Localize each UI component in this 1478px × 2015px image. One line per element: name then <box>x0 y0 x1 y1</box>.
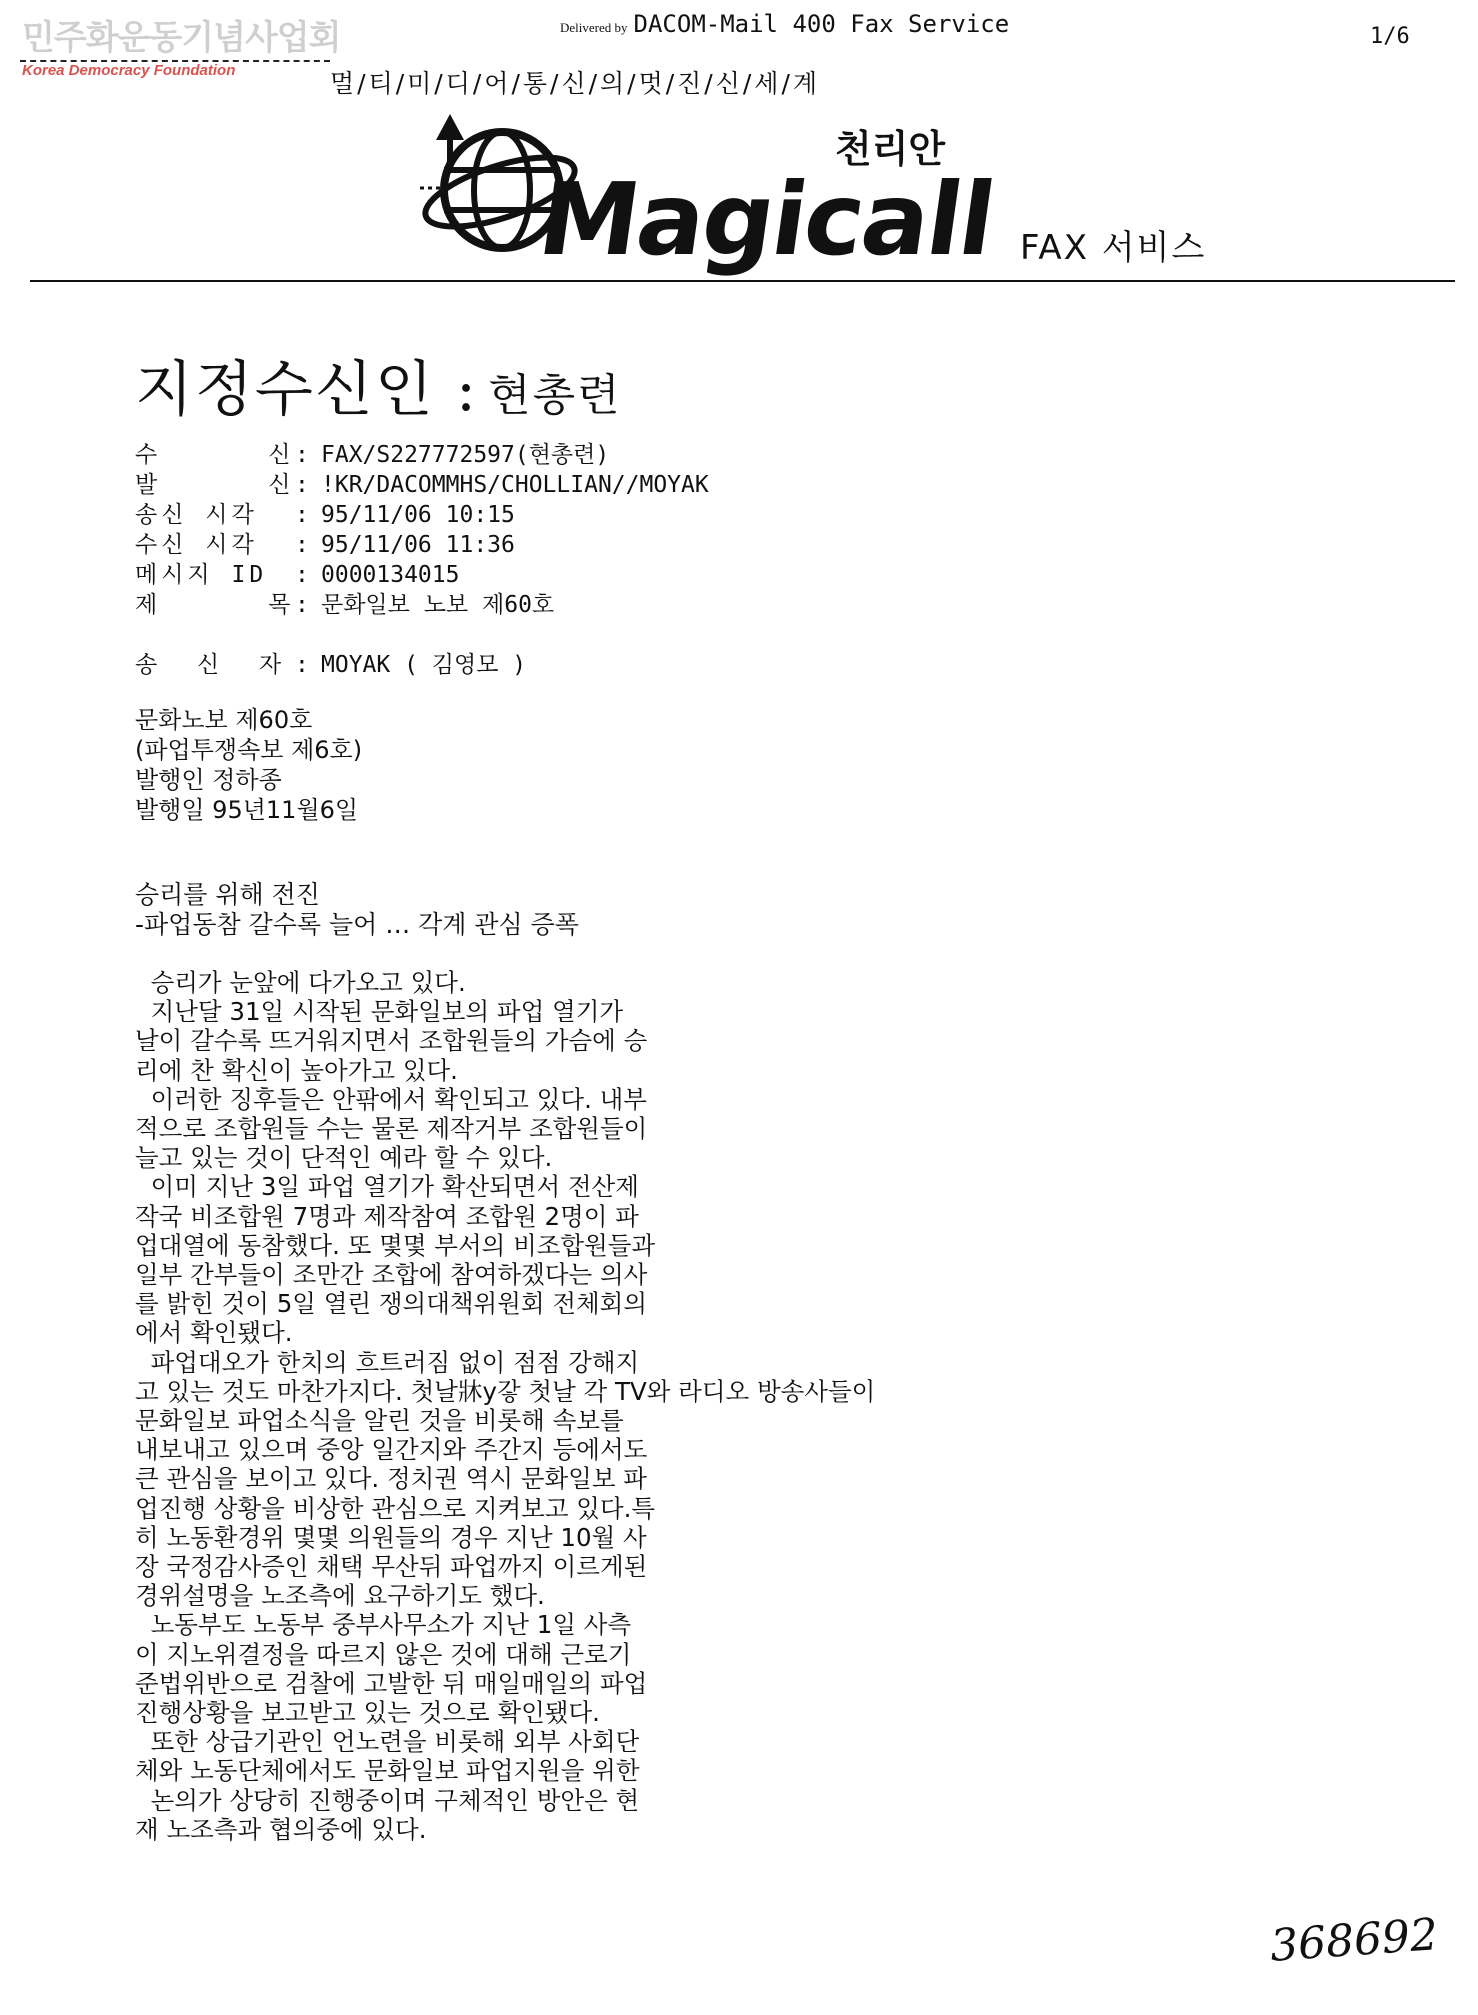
body-line: 큰 관심을 보이고 있다. 정치권 역시 문화일보 파 <box>135 1464 647 1494</box>
magicall-logo-text: Magicall <box>531 161 1001 278</box>
body-line: 노동부도 노동부 중부사무소가 지난 1일 사측 <box>135 1610 632 1640</box>
meta-value: 0000134015 <box>321 562 460 588</box>
body-line: 이러한 징후들은 안팎에서 확인되고 있다. 내부 <box>135 1084 647 1114</box>
watermark-foundation-en: Korea Democracy Foundation <box>22 62 236 79</box>
recipient-title-label: 지정수신인 : <box>135 355 479 425</box>
headline-title: 승리를 위해 전진 <box>135 880 320 909</box>
fax-meta-block <box>135 440 709 680</box>
meta-separator: : <box>295 442 309 468</box>
issue-title: 문화노보 제60호 <box>135 706 313 734</box>
body-line: 업대열에 동참했다. 또 몇몇 부서의 비조합원들과 <box>135 1230 656 1260</box>
meta-label: 수신 시각 <box>135 532 258 558</box>
fax-service-name: DACOM-Mail 400 Fax Service <box>633 10 1010 38</box>
meta-separator: : <box>295 652 309 678</box>
meta-label: 수 신 <box>135 442 295 468</box>
meta-row-message-id <box>135 560 709 590</box>
meta-value: !KR/DACOMMHS/CHOLLIAN//MOYAK <box>321 472 709 498</box>
body-line: 재 노조측과 협의중에 있다. <box>135 1814 427 1844</box>
body-line: 고 있는 것도 마찬가지다. 첫날牀y갛 첫날 각 TV와 라디오 방송사들이 <box>135 1376 876 1406</box>
body-line: 장 국정감사증인 채택 무산뒤 파업까지 이르게된 <box>135 1552 648 1582</box>
delivered-by-label: Delivered by <box>560 20 628 35</box>
meta-value: FAX/S227772597(현총련) <box>321 442 610 468</box>
article-headline <box>135 880 579 940</box>
logo-divider <box>30 280 1455 282</box>
body-line: 작국 비조합원 7명과 제작참여 조합원 2명이 파 <box>135 1201 639 1231</box>
watermark-foundation-ko: 민주화운동기념사업회 <box>22 18 341 58</box>
body-line: 문화일보 파업소식을 알린 것을 비롯해 속보를 <box>135 1406 624 1436</box>
body-line: 이미 지난 3일 파업 열기가 확산되면서 전산제 <box>135 1172 639 1202</box>
body-line: 일부 간부들이 조만간 조합에 참여하겠다는 의사 <box>135 1260 648 1290</box>
body-line: 또한 상급기관인 언노련을 비롯해 외부 사회단 <box>135 1727 640 1757</box>
body-line: 적으로 조합원들 수는 물론 제작거부 조합원들이 <box>135 1114 648 1144</box>
meta-label: 제 목 <box>135 592 295 618</box>
body-line: 업진행 상황을 비상한 관심으로 지켜보고 있다.특 <box>135 1493 656 1523</box>
body-line: 히 노동환경위 몇몇 의원들의 경우 지난 10월 사 <box>135 1522 647 1552</box>
headline-subtitle: -파업동참 갈수록 늘어 … 각계 관심 증폭 <box>135 910 579 939</box>
handwritten-archive-number: 368692 <box>1268 1909 1440 1972</box>
fax-transmission-header <box>560 10 1009 38</box>
body-line: 이 지노위결정을 따르지 않은 것에 대해 근로기 <box>135 1639 632 1669</box>
meta-separator: : <box>295 472 309 498</box>
meta-row-sender <box>135 650 709 680</box>
issue-subtitle: (파업투쟁속보 제6호) <box>135 736 363 764</box>
meta-row-subject <box>135 590 709 620</box>
body-line: 지난달 31일 시작된 문화일보의 파업 열기가 <box>135 997 624 1027</box>
meta-separator: : <box>295 532 309 558</box>
meta-separator: : <box>295 592 309 618</box>
body-line: 준법위반으로 검찰에 고발한 뒤 매일매일의 파업 <box>135 1668 648 1698</box>
meta-row-from <box>135 470 709 500</box>
body-line: 리에 찬 확신이 높아가고 있다. <box>135 1055 458 1085</box>
chollian-brand: 천리안 <box>835 127 946 171</box>
meta-value: 95/11/06 11:36 <box>321 532 515 558</box>
body-line: 경위설명을 노조측에 요구하기도 했다. <box>135 1581 545 1611</box>
designated-recipient <box>135 342 622 428</box>
body-line: 논의가 상당히 진행중이며 구체적인 방안은 현 <box>135 1785 640 1815</box>
meta-label: 송신 시각 <box>135 502 258 528</box>
body-line: 승리가 눈앞에 다가오고 있다. <box>135 968 466 997</box>
issue-date: 발행일 95년11월6일 <box>135 796 359 824</box>
body-line: 에서 확인됐다. <box>135 1318 293 1348</box>
article-body <box>135 968 875 1844</box>
meta-value: MOYAK ( 김영모 ) <box>321 652 527 678</box>
meta-value: 95/11/06 10:15 <box>321 502 515 528</box>
body-line: 진행상황을 보고받고 있는 것으로 확인됐다. <box>135 1698 600 1728</box>
meta-row-sent-time <box>135 500 709 530</box>
fax-service-label: FAX 서비스 <box>1020 228 1207 268</box>
service-slogan: 멀/티/미/디/어/통/신/의/멋/진/신/세/계 <box>330 69 821 98</box>
page-number: 1/6 <box>1370 24 1410 49</box>
meta-row-received-time <box>135 530 709 560</box>
issue-publisher: 발행인 정하종 <box>135 766 282 794</box>
body-line: 파업대오가 한치의 흐트러짐 없이 점점 강해지 <box>135 1347 640 1377</box>
body-line: 내보내고 있으며 중앙 일간지와 주간지 등에서도 <box>135 1435 648 1465</box>
recipient-name: 현총련 <box>488 370 622 421</box>
meta-row-to <box>135 440 709 470</box>
body-line: 늘고 있는 것이 단적인 예라 할 수 있다. <box>135 1143 553 1173</box>
meta-label: 발 신 <box>135 472 295 498</box>
body-line: 체와 노동단체에서도 문화일보 파업지원을 위한 <box>135 1756 640 1786</box>
header-divider <box>20 60 330 62</box>
meta-value: 문화일보 노보 제60호 <box>321 592 555 618</box>
body-line: 를 밝힌 것이 5일 열린 쟁의대책위원회 전체회의 <box>135 1289 647 1319</box>
meta-label: 메시지 ID <box>135 562 268 588</box>
meta-label: 송 신 자 <box>135 652 286 678</box>
body-line: 날이 갈수록 뜨거워지면서 조합원들의 가슴에 승 <box>135 1026 648 1056</box>
newsletter-issue-info <box>135 705 362 825</box>
meta-separator: : <box>295 502 309 528</box>
meta-separator: : <box>295 562 309 588</box>
